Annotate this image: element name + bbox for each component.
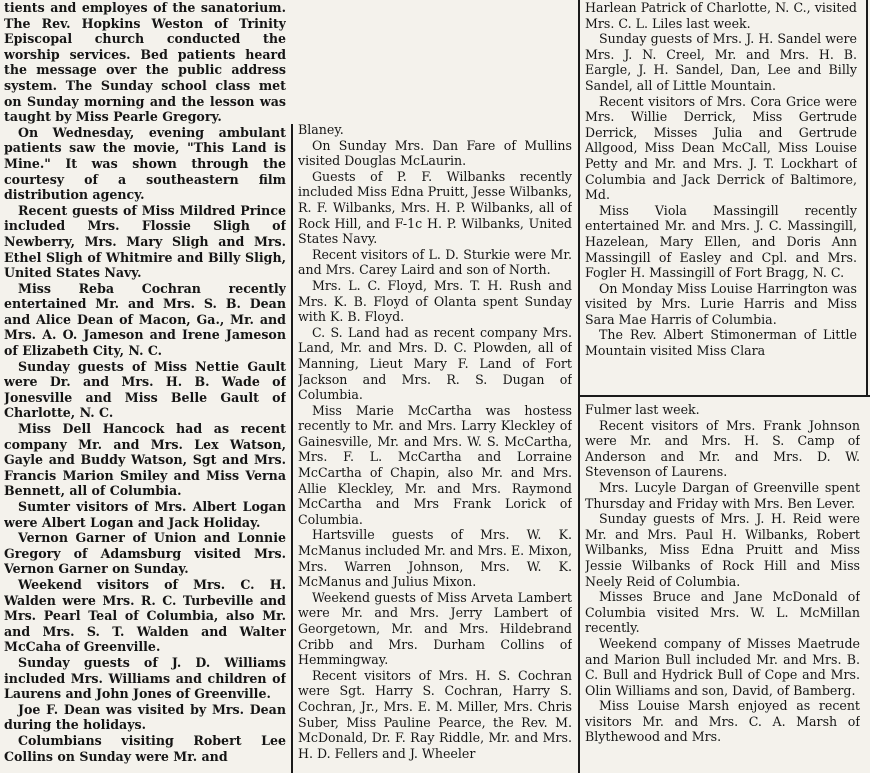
- news-item: Weekend company of Misses Maetrude and Marion Bull included Mr. and Mrs. B. C. Bull and Hydrick Bull of Cope and Mrs. Olin Williams and son, David, of Bamberg.: [585, 635, 860, 698]
- column-rule-right: [578, 0, 580, 773]
- news-item: Blaney.: [298, 122, 344, 137]
- news-item: Recent visitors of L. D. Sturkie were Mr. and Mrs. Carey Laird and son of North.: [298, 246, 572, 278]
- news-item: Miss Viola Massingill recently entertained Mr. and Mrs. J. C. Massingill, Hazelean, Mary Ellen, and Doris Ann Massingill of Easley and Cpl. and Mrs. Fogler H. Massingill of Fort Bragg, N. C.: [585, 202, 857, 281]
- box-rule-right: [866, 0, 868, 396]
- newspaper-column-1: [4, 0, 286, 773]
- news-item: Mrs. Lucyle Dargan of Greenville spent Thursday and Friday with Mrs. Ben Lever.: [585, 479, 860, 511]
- news-item: C. S. Land had as recent company Mrs. Land, Mr. and Mrs. D. C. Plowden, all of Manning, Lieut Mary F. Land of Fort Jackson and Mrs. R. S. Dugan of Columbia.: [298, 324, 572, 403]
- box-rule-top: [578, 395, 870, 397]
- news-item: Weekend visitors of Mrs. C. H. Walden were Mrs. R. C. Turbeville and Mrs. Pearl Teal of Columbia, also Mr. and Mrs. S. T. Walden and Walter McCaha of Greenville.: [4, 576, 286, 655]
- news-item: On Wednesday, evening ambulant patients saw the movie, "This Land is Mine." It was shown through the courtesy of a southeastern film distribution agency.: [4, 124, 286, 203]
- news-item: Miss Marie McCartha was hostess recently to Mr. and Mrs. Larry Kleckley of Gainesville, Mr. and Mrs. W. S. McCartha, Mrs. F. L. McCartha and Lorraine McCartha of Chapin, also Mr. and Mrs. Allie Kleckley, Mr. and Mrs. Raymond McCartha and Mrs Frank Lorick of Columbia.: [298, 402, 572, 527]
- news-item: Misses Bruce and Jane McDonald of Columbia visited Mrs. W. L. McMillan recently.: [585, 589, 860, 636]
- news-item: Sunday guests of Mrs. J. H. Sandel were Mrs. J. N. Creel, Mr. and Mrs. H. B. Eargle, J. H. Sandel, Dan, Lee and Billy Sandel, all of Little Mountain.: [585, 31, 857, 93]
- news-item: Miss Dell Hancock had as recent company Mr. and Mrs. Lex Watson, Gayle and Buddy Watson, Sgt and Mrs. Francis Marion Smiley and Miss Verna Bennett, all of Columbia.: [4, 421, 286, 499]
- news-item: Sunday guests of Miss Nettie Gault were Dr. and Mrs. H. B. Wade of Jonesville and Miss Belle Gault of Charlotte, N. C.: [4, 358, 286, 421]
- news-item: Harlean Patrick of Charlotte, N. C., visited Mrs. C. L. Liles last week.: [585, 0, 857, 31]
- column-rule-left: [291, 124, 293, 773]
- news-item: Recent guests of Miss Mildred Prince included Mrs. Flossie Sligh of Newberry, Mrs. Mary Sligh and Mrs. Ethel Sligh of Whitmire and Billy Sligh, United States Navy.: [4, 202, 286, 281]
- news-item: Sumter visitors of Mrs. Albert Logan were Albert Logan and Jack Holiday.: [4, 499, 286, 530]
- news-item: Mrs. L. C. Floyd, Mrs. T. H. Rush and Mrs. K. B. Floyd of Olanta spent Sunday with K. B. Floyd.: [298, 277, 572, 325]
- news-item: Miss Louise Marsh enjoyed as recent visitors Mr. and Mrs. C. A. Marsh of Blythewood and Mrs.: [585, 698, 860, 745]
- news-item: Recent visitors of Mrs. Cora Grice were Mrs. Willie Derrick, Miss Gertrude Derrick, Misses Julia and Gertrude Allgood, Miss Dean McCall, Miss Louise Petty and Mr. and Mrs. J. T. Lockhart of Columbia and Jack Derrick of Baltimore, Md.: [585, 93, 857, 203]
- newspaper-column-3-top: [585, 0, 857, 388]
- news-item: Vernon Garner of Union and Lonnie Gregory of Adamsburg visited Mrs. Vernon Garner on Sunday.: [4, 530, 286, 577]
- news-item: Miss Reba Cochran recently entertained Mr. and Mrs. S. B. Dean and Alice Dean of Macon, Ga., Mr. and Mrs. A. O. Jameson and Irene Jameson of Elizabeth City, N. C.: [4, 280, 286, 359]
- news-item: Guests of P. F. Wilbanks recently included Miss Edna Pruitt, Jesse Wilbanks, R. F. Wilbanks, Mrs. H. P. Wilbanks, all of Rock Hill, and F-1c H. P. Wilbanks, United States Navy.: [298, 168, 572, 247]
- news-item: Recent visitors of Mrs. Frank Johnson were Mr. and Mrs. H. S. Camp of Anderson and Mr. and Mrs. D. W. Stevenson of Laurens.: [585, 417, 860, 480]
- news-item: Hartsville guests of Mrs. W. K. McManus included Mr. and Mrs. E. Mixon, Mrs. Warren Johnson, Mrs. W. K. McManus and Julius Mixon.: [298, 527, 572, 590]
- newspaper-column-2: [298, 122, 572, 773]
- news-item: Fulmer last week.: [585, 402, 700, 417]
- news-item: Weekend guests of Miss Arveta Lambert were Mr. and Mrs. Jerry Lambert of Georgetown, Mr. and Mrs. Hildebrand Cribb and Mrs. Durham Collins of Hemmingway.: [298, 589, 572, 668]
- news-item: Joe F. Dean was visited by Mrs. Dean during the holidays.: [4, 701, 286, 733]
- news-item: tients and employes of the sanatorium. The Rev. Hopkins Weston of Trinity Episcopal church conducted the worship services. Bed patients heard the message over the public address system. The Sunday school class met on Sunday morning and the lesson was taught by Miss Pearle Gregory.: [4, 0, 286, 125]
- news-item: On Sunday Mrs. Dan Fare of Mullins visited Douglas McLaurin.: [298, 137, 572, 169]
- news-item: Recent visitors of Mrs. H. S. Cochran were Sgt. Harry S. Cochran, Harry S. Cochran, Jr., Mrs. E. M. Miller, Mrs. Chris Suber, Miss Pauline Pearce, the Rev. M. McDonald, Dr. F. Ray Riddle, Mr. and Mrs. H. D. Fellers and J. Wheeler: [298, 667, 572, 761]
- newspaper-column-3-bottom: [585, 402, 860, 773]
- news-item: Columbians visiting Robert Lee Collins on Sunday were Mr. and: [4, 732, 286, 764]
- news-item: Sunday guests of J. D. Williams included Mrs. Williams and children of Laurens and John Jones of Greenville.: [4, 654, 286, 702]
- news-item: On Monday Miss Louise Harrington was visited by Mrs. Lurie Harris and Miss Sara Mae Harris of Columbia.: [585, 280, 857, 327]
- news-item: Sunday guests of Mrs. J. H. Reid were Mr. and Mrs. Paul H. Wilbanks, Robert Wilbanks, Miss Edna Pruitt and Miss Jessie Wilbanks of Rock Hill and Miss Neely Reid of Columbia.: [585, 511, 860, 589]
- news-item: The Rev. Albert Stimonerman of Little Mountain visited Miss Clara: [585, 327, 857, 359]
